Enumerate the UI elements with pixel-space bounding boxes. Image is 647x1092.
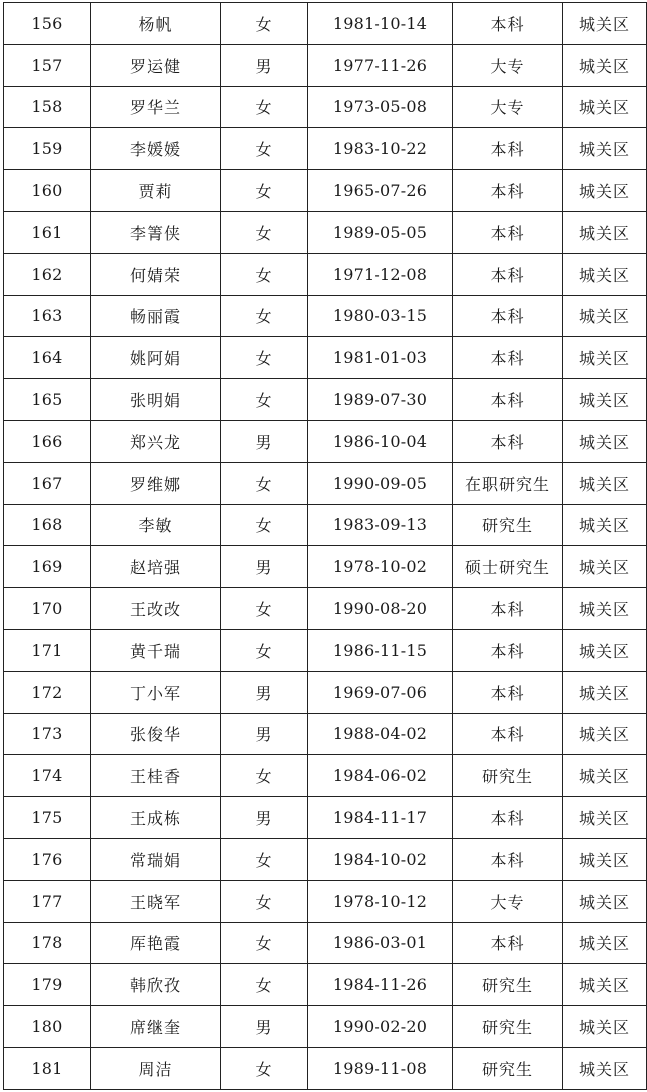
cell-serial-number: 177: [4, 880, 91, 922]
cell-gender: 男: [221, 44, 308, 86]
cell-district: 城关区: [563, 86, 647, 128]
cell-birth-date: 1984-11-26: [308, 964, 453, 1006]
cell-birth-date: 1990-08-20: [308, 588, 453, 630]
cell-education: 本科: [453, 379, 563, 421]
cell-name: 李敏: [91, 504, 221, 546]
cell-education: 在职研究生: [453, 462, 563, 504]
cell-gender: 女: [221, 337, 308, 379]
table-row: [4, 504, 647, 546]
cell-education: 本科: [453, 713, 563, 755]
cell-name: 黄千瑞: [91, 629, 221, 671]
table-row: [4, 86, 647, 128]
cell-name: 姚阿娟: [91, 337, 221, 379]
cell-gender: 女: [221, 755, 308, 797]
cell-gender: 男: [221, 546, 308, 588]
cell-district: 城关区: [563, 797, 647, 839]
cell-gender: 女: [221, 462, 308, 504]
table-row: [4, 462, 647, 504]
cell-birth-date: 1977-11-26: [308, 44, 453, 86]
cell-birth-date: 1965-07-26: [308, 170, 453, 212]
cell-education: 本科: [453, 170, 563, 212]
cell-birth-date: 1980-03-15: [308, 295, 453, 337]
cell-district: 城关区: [563, 211, 647, 253]
cell-birth-date: 1969-07-06: [308, 671, 453, 713]
cell-district: 城关区: [563, 755, 647, 797]
cell-serial-number: 159: [4, 128, 91, 170]
cell-gender: 女: [221, 211, 308, 253]
cell-district: 城关区: [563, 713, 647, 755]
cell-serial-number: 180: [4, 1006, 91, 1048]
cell-education: 硕士研究生: [453, 546, 563, 588]
cell-birth-date: 1983-09-13: [308, 504, 453, 546]
cell-gender: 男: [221, 671, 308, 713]
personnel-table-container: [3, 2, 646, 1090]
cell-name: 周洁: [91, 1047, 221, 1089]
cell-district: 城关区: [563, 462, 647, 504]
cell-education: 研究生: [453, 504, 563, 546]
cell-birth-date: 1981-01-03: [308, 337, 453, 379]
cell-birth-date: 1990-09-05: [308, 462, 453, 504]
cell-serial-number: 168: [4, 504, 91, 546]
cell-birth-date: 1990-02-20: [308, 1006, 453, 1048]
cell-gender: 女: [221, 838, 308, 880]
cell-education: 本科: [453, 629, 563, 671]
cell-serial-number: 181: [4, 1047, 91, 1089]
cell-education: 本科: [453, 3, 563, 45]
cell-district: 城关区: [563, 838, 647, 880]
table-row: [4, 420, 647, 462]
cell-name: 席继奎: [91, 1006, 221, 1048]
cell-district: 城关区: [563, 170, 647, 212]
table-row: [4, 337, 647, 379]
cell-name: 畅丽霞: [91, 295, 221, 337]
cell-education: 研究生: [453, 964, 563, 1006]
cell-serial-number: 174: [4, 755, 91, 797]
cell-birth-date: 1983-10-22: [308, 128, 453, 170]
table-row: [4, 3, 647, 45]
cell-name: 罗运健: [91, 44, 221, 86]
cell-serial-number: 179: [4, 964, 91, 1006]
table-row: [4, 44, 647, 86]
cell-education: 本科: [453, 420, 563, 462]
cell-serial-number: 156: [4, 3, 91, 45]
table-row: [4, 1006, 647, 1048]
cell-gender: 女: [221, 629, 308, 671]
cell-birth-date: 1978-10-12: [308, 880, 453, 922]
cell-education: 本科: [453, 295, 563, 337]
cell-district: 城关区: [563, 44, 647, 86]
table-row: [4, 713, 647, 755]
cell-education: 本科: [453, 211, 563, 253]
cell-serial-number: 169: [4, 546, 91, 588]
cell-name: 张俊华: [91, 713, 221, 755]
cell-name: 厍艳霞: [91, 922, 221, 964]
cell-gender: 女: [221, 504, 308, 546]
cell-birth-date: 1989-11-08: [308, 1047, 453, 1089]
cell-district: 城关区: [563, 629, 647, 671]
table-row: [4, 797, 647, 839]
cell-gender: 男: [221, 713, 308, 755]
cell-district: 城关区: [563, 880, 647, 922]
cell-serial-number: 163: [4, 295, 91, 337]
cell-serial-number: 160: [4, 170, 91, 212]
cell-serial-number: 161: [4, 211, 91, 253]
cell-birth-date: 1986-10-04: [308, 420, 453, 462]
cell-serial-number: 164: [4, 337, 91, 379]
cell-birth-date: 1981-10-14: [308, 3, 453, 45]
cell-name: 杨帆: [91, 3, 221, 45]
cell-gender: 女: [221, 379, 308, 421]
cell-education: 研究生: [453, 1006, 563, 1048]
cell-gender: 女: [221, 880, 308, 922]
cell-serial-number: 165: [4, 379, 91, 421]
cell-serial-number: 162: [4, 253, 91, 295]
cell-district: 城关区: [563, 128, 647, 170]
table-row: [4, 671, 647, 713]
cell-district: 城关区: [563, 1047, 647, 1089]
cell-gender: 女: [221, 128, 308, 170]
cell-name: 罗维娜: [91, 462, 221, 504]
cell-name: 丁小军: [91, 671, 221, 713]
cell-gender: 女: [221, 170, 308, 212]
cell-gender: 男: [221, 797, 308, 839]
cell-district: 城关区: [563, 379, 647, 421]
table-row: [4, 379, 647, 421]
cell-birth-date: 1986-11-15: [308, 629, 453, 671]
cell-birth-date: 1984-10-02: [308, 838, 453, 880]
cell-gender: 男: [221, 420, 308, 462]
cell-name: 贾莉: [91, 170, 221, 212]
cell-education: 本科: [453, 797, 563, 839]
cell-district: 城关区: [563, 3, 647, 45]
cell-serial-number: 158: [4, 86, 91, 128]
cell-serial-number: 178: [4, 922, 91, 964]
table-body: [4, 3, 647, 1090]
cell-name: 郑兴龙: [91, 420, 221, 462]
cell-name: 王桂香: [91, 755, 221, 797]
cell-serial-number: 173: [4, 713, 91, 755]
cell-name: 张明娟: [91, 379, 221, 421]
cell-birth-date: 1984-06-02: [308, 755, 453, 797]
cell-serial-number: 170: [4, 588, 91, 630]
cell-serial-number: 157: [4, 44, 91, 86]
table-row: [4, 755, 647, 797]
cell-gender: 女: [221, 86, 308, 128]
cell-gender: 男: [221, 1006, 308, 1048]
cell-education: 研究生: [453, 1047, 563, 1089]
table-row: [4, 546, 647, 588]
cell-name: 罗华兰: [91, 86, 221, 128]
cell-education: 本科: [453, 922, 563, 964]
table-row: [4, 588, 647, 630]
cell-name: 李箐侠: [91, 211, 221, 253]
cell-district: 城关区: [563, 253, 647, 295]
cell-birth-date: 1986-03-01: [308, 922, 453, 964]
cell-name: 王成栋: [91, 797, 221, 839]
cell-gender: 女: [221, 964, 308, 1006]
cell-district: 城关区: [563, 588, 647, 630]
cell-name: 赵培强: [91, 546, 221, 588]
cell-birth-date: 1989-05-05: [308, 211, 453, 253]
table-row: [4, 211, 647, 253]
table-row: [4, 253, 647, 295]
cell-gender: 女: [221, 295, 308, 337]
table-row: [4, 128, 647, 170]
table-row: [4, 880, 647, 922]
cell-birth-date: 1984-11-17: [308, 797, 453, 839]
cell-serial-number: 166: [4, 420, 91, 462]
table-row: [4, 838, 647, 880]
table-row: [4, 170, 647, 212]
cell-serial-number: 172: [4, 671, 91, 713]
cell-birth-date: 1988-04-02: [308, 713, 453, 755]
cell-gender: 女: [221, 3, 308, 45]
cell-serial-number: 176: [4, 838, 91, 880]
cell-education: 本科: [453, 838, 563, 880]
cell-birth-date: 1973-05-08: [308, 86, 453, 128]
cell-district: 城关区: [563, 546, 647, 588]
cell-district: 城关区: [563, 964, 647, 1006]
cell-education: 本科: [453, 253, 563, 295]
cell-district: 城关区: [563, 1006, 647, 1048]
cell-serial-number: 175: [4, 797, 91, 839]
cell-district: 城关区: [563, 922, 647, 964]
cell-education: 本科: [453, 337, 563, 379]
cell-district: 城关区: [563, 420, 647, 462]
cell-serial-number: 167: [4, 462, 91, 504]
cell-gender: 女: [221, 588, 308, 630]
cell-name: 李媛媛: [91, 128, 221, 170]
table-row: [4, 295, 647, 337]
cell-education: 本科: [453, 128, 563, 170]
cell-name: 王晓军: [91, 880, 221, 922]
cell-education: 本科: [453, 588, 563, 630]
cell-education: 大专: [453, 880, 563, 922]
cell-education: 研究生: [453, 755, 563, 797]
table-row: [4, 964, 647, 1006]
cell-district: 城关区: [563, 295, 647, 337]
cell-gender: 女: [221, 1047, 308, 1089]
cell-gender: 女: [221, 922, 308, 964]
cell-district: 城关区: [563, 504, 647, 546]
table-row: [4, 1047, 647, 1089]
table-row: [4, 922, 647, 964]
cell-name: 韩欣孜: [91, 964, 221, 1006]
cell-gender: 女: [221, 253, 308, 295]
cell-district: 城关区: [563, 337, 647, 379]
cell-name: 王改改: [91, 588, 221, 630]
cell-district: 城关区: [563, 671, 647, 713]
cell-education: 大专: [453, 86, 563, 128]
cell-name: 常瑞娟: [91, 838, 221, 880]
cell-education: 本科: [453, 671, 563, 713]
table-row: [4, 629, 647, 671]
cell-birth-date: 1971-12-08: [308, 253, 453, 295]
cell-name: 何婧荣: [91, 253, 221, 295]
cell-birth-date: 1978-10-02: [308, 546, 453, 588]
cell-birth-date: 1989-07-30: [308, 379, 453, 421]
personnel-table: [3, 2, 647, 1090]
cell-education: 大专: [453, 44, 563, 86]
cell-serial-number: 171: [4, 629, 91, 671]
